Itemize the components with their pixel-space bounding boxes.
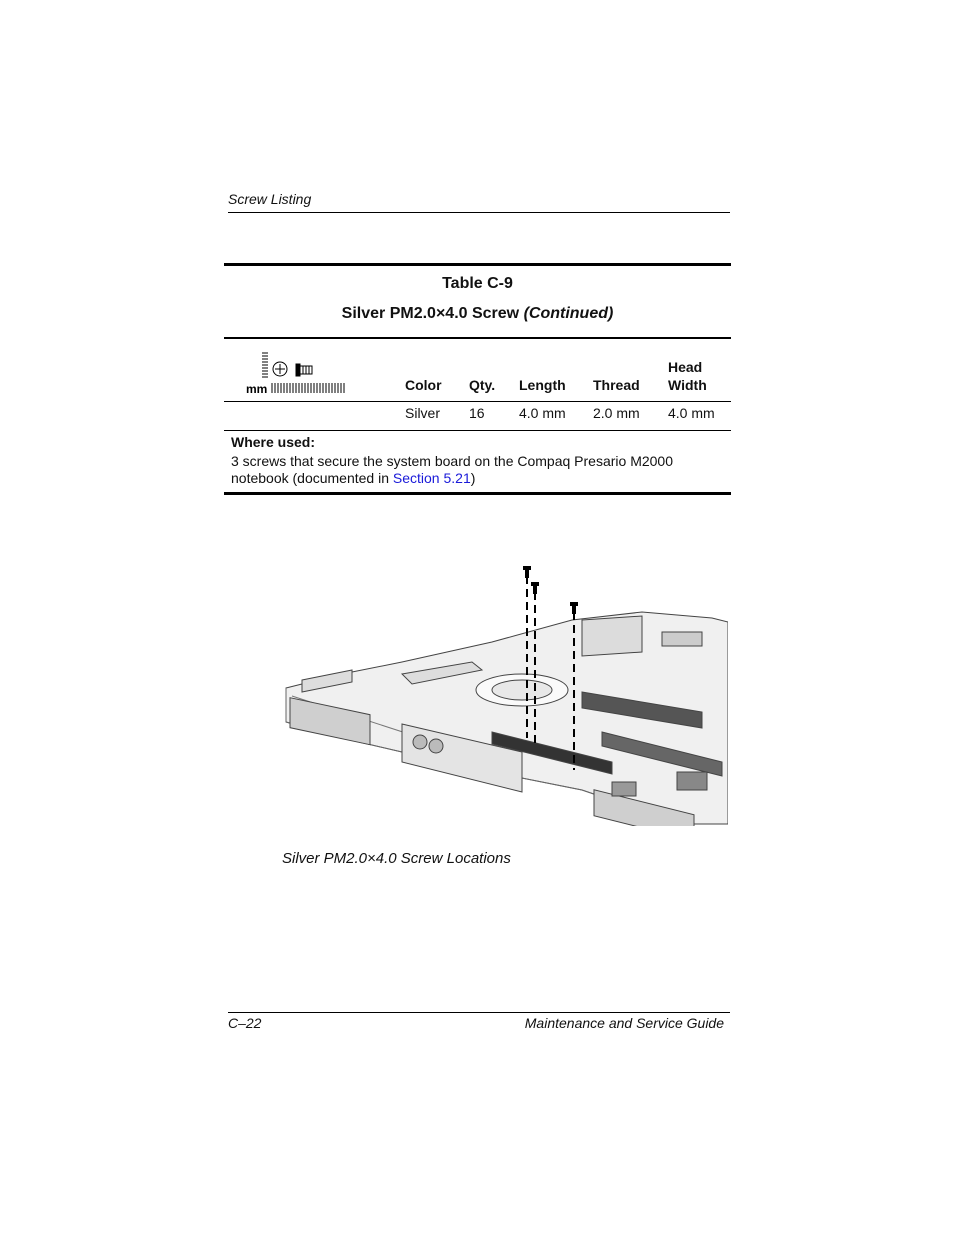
- col-length: Length: [519, 377, 566, 393]
- where-used-text-2: notebook (documented in: [231, 470, 393, 486]
- table-title: Table C-9: [442, 275, 513, 292]
- screw-scale-icon: [242, 351, 352, 397]
- cell-thread: 2.0 mm: [593, 405, 640, 421]
- col-head-width: [668, 358, 707, 394]
- table-row: [224, 402, 731, 430]
- scale-unit-label: mm: [246, 382, 268, 396]
- col-thread: Thread: [593, 377, 640, 393]
- col-head-width-line1: Head: [668, 359, 703, 375]
- section-title: Screw Listing: [228, 191, 312, 207]
- where-used-text-1: 3 screws that secure the system board on the Compaq Presario M2000: [231, 453, 673, 469]
- cell-head-width: 4.0 mm: [668, 405, 715, 421]
- guide-title: Maintenance and Service Guide: [524, 1015, 724, 1031]
- col-color: Color: [405, 377, 442, 393]
- page-number: C–22: [228, 1015, 262, 1031]
- cell-color: Silver: [405, 405, 441, 421]
- col-qty: Qty.: [469, 377, 496, 393]
- table-bottom-rule: [224, 492, 731, 495]
- where-used-text-3: ): [470, 470, 476, 486]
- screw-table: [224, 263, 731, 495]
- table-header-row: [224, 339, 731, 401]
- figure-caption: Silver PM2.0×4.0 Screw Locations: [282, 850, 511, 867]
- table-subtitle: [224, 297, 731, 337]
- section-link[interactable]: Section 5.21: [392, 470, 471, 486]
- where-used: [224, 431, 731, 492]
- table-subtitle-note: (Continued): [523, 305, 614, 322]
- col-head-width-line2: Width: [668, 377, 707, 393]
- cell-qty: 16: [469, 405, 485, 421]
- table-subtitle-main: Silver PM2.0×4.0 Screw: [341, 305, 520, 322]
- page-header: [228, 190, 730, 213]
- page-footer: [228, 1012, 730, 1037]
- cell-length: 4.0 mm: [519, 405, 566, 421]
- screw-location-illustration: [282, 562, 728, 826]
- where-used-label: Where used:: [231, 434, 316, 450]
